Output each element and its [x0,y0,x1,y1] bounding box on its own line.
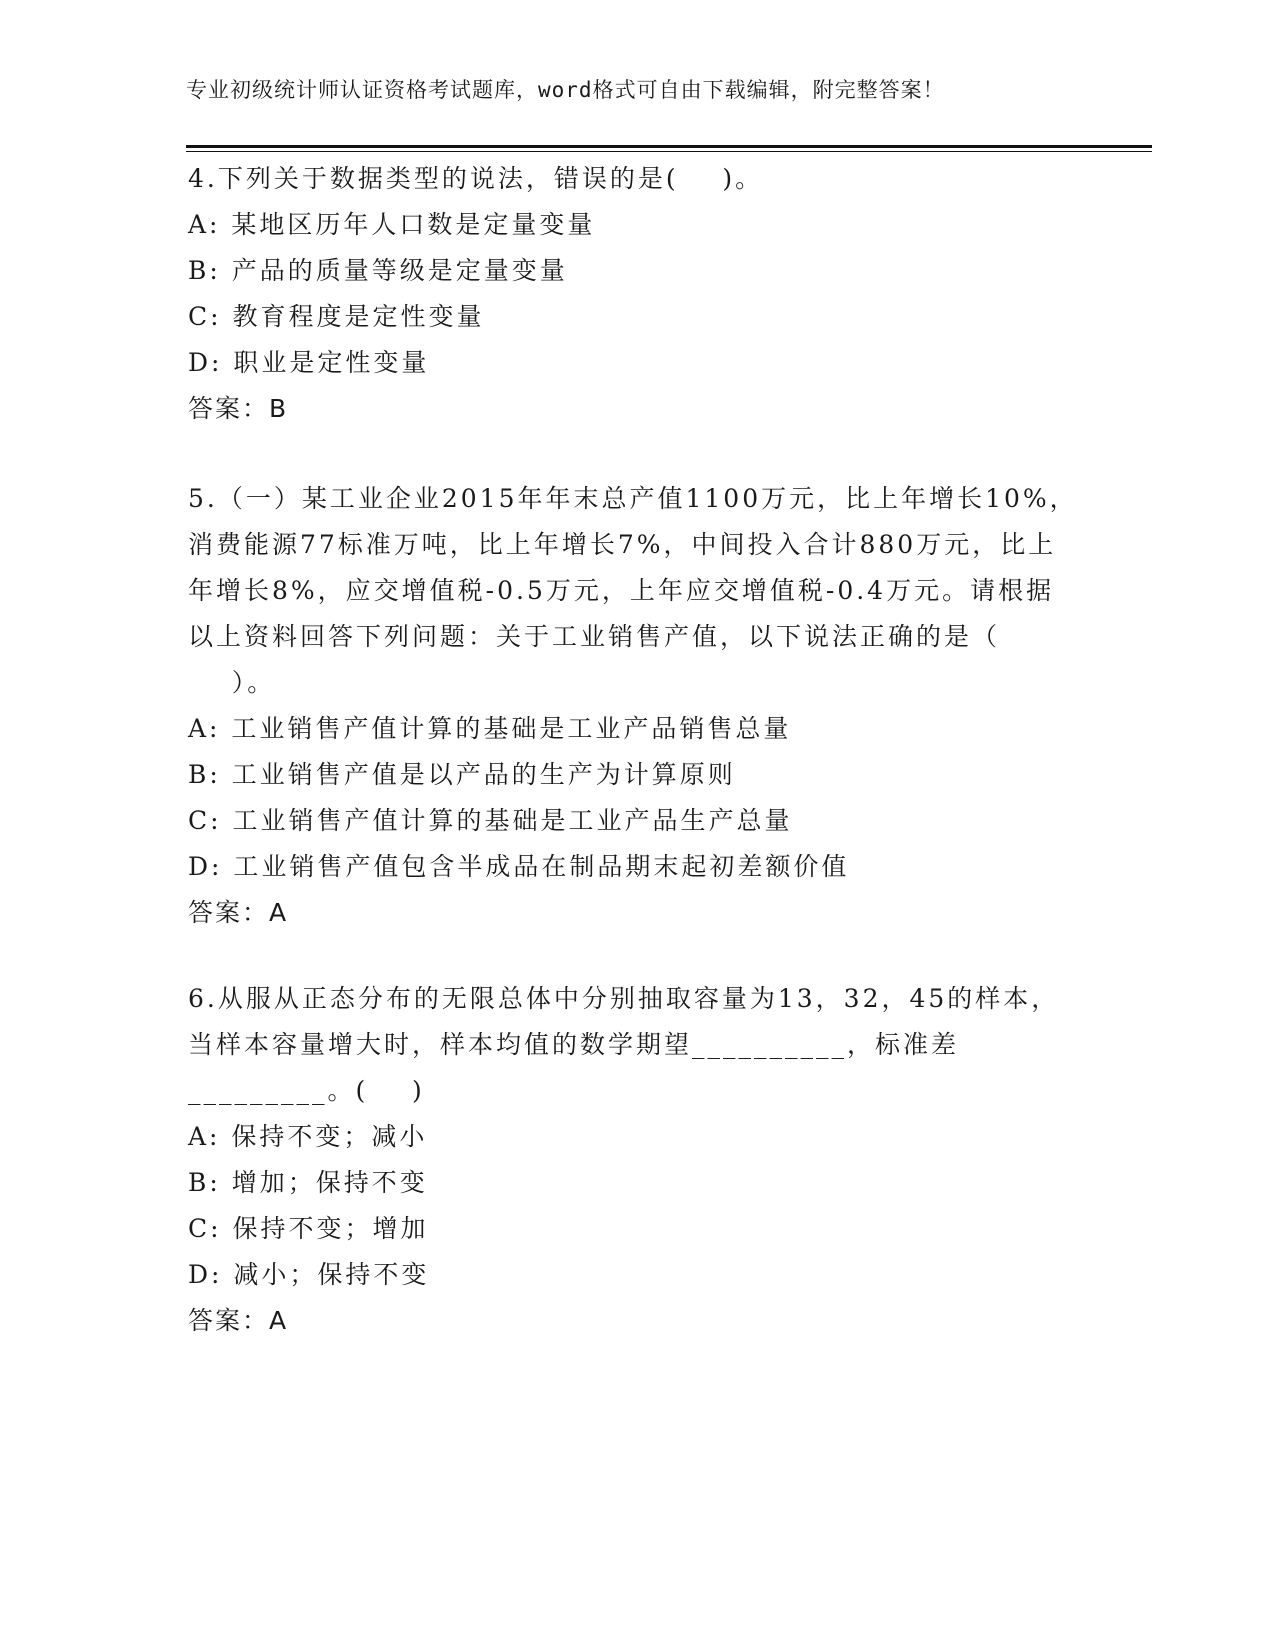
header-rule-thin [186,151,1152,152]
question-5-stem-line-4: 以上资料回答下列问题：关于工业销售产值，以下说法正确的是（ [188,622,1001,651]
question-6 [188,976,1088,1344]
question-5-stem-line-5: ）。 [188,668,276,697]
question-4-option-d: D: 职业是定性变量 [188,348,430,377]
question-4-option-a: A: 某地区历年人口数是定量变量 [188,210,596,239]
question-5 [188,476,1088,936]
question-4-option-b: B: 产品的质量等级是定量变量 [188,256,568,285]
question-5-stem-line-2: 消费能源77标准万吨，比上年增长7%，中间投入合计880万元，比上 [188,530,1057,559]
question-6-stem-line-3: _________。( ) [188,1076,425,1105]
question-5-option-b: B: 工业销售产值是以产品的生产为计算原则 [188,760,736,789]
question-4-answer: 答案：B [188,394,289,423]
document-header: 专业初级统计师认证资格考试题库，word格式可自由下载编辑，附完整答案！ [186,78,945,102]
question-5-stem-line-3: 年增长8%，应交增值税-0.5万元，上年应交增值税-0.4万元。请根据 [188,576,1055,605]
question-4 [188,156,1088,432]
question-5-option-a: A: 工业销售产值计算的基础是工业产品销售总量 [188,714,792,743]
question-6-option-a: A: 保持不变；减小 [188,1122,428,1151]
question-6-stem-line-1: 6.从服从正态分布的无限总体中分别抽取容量为13，32，45的样本， [188,984,1060,1013]
question-4-option-c: C: 教育程度是定性变量 [188,302,485,331]
question-6-answer: 答案：A [188,1306,289,1335]
header-rule-thick [186,145,1152,148]
question-5-option-c: C: 工业销售产值计算的基础是工业产品生产总量 [188,806,793,835]
question-5-option-d: D: 工业销售产值包含半成品在制品期末起初差额价值 [188,852,850,881]
question-5-answer: 答案：A [188,898,289,927]
question-6-option-d: D: 减小；保持不变 [188,1260,430,1289]
question-6-option-c: C: 保持不变；增加 [188,1214,429,1243]
question-4-stem: 4.下列关于数据类型的说法，错误的是( )。 [188,164,764,193]
question-6-option-b: B: 增加；保持不变 [188,1168,428,1197]
question-5-stem-line-1: 5.（一）某工业企业2015年年末总产值1100万元，比上年增长10%， [188,484,1078,513]
question-6-stem-line-2: 当样本容量增大时，样本均值的数学期望__________，标准差 [188,1030,960,1059]
